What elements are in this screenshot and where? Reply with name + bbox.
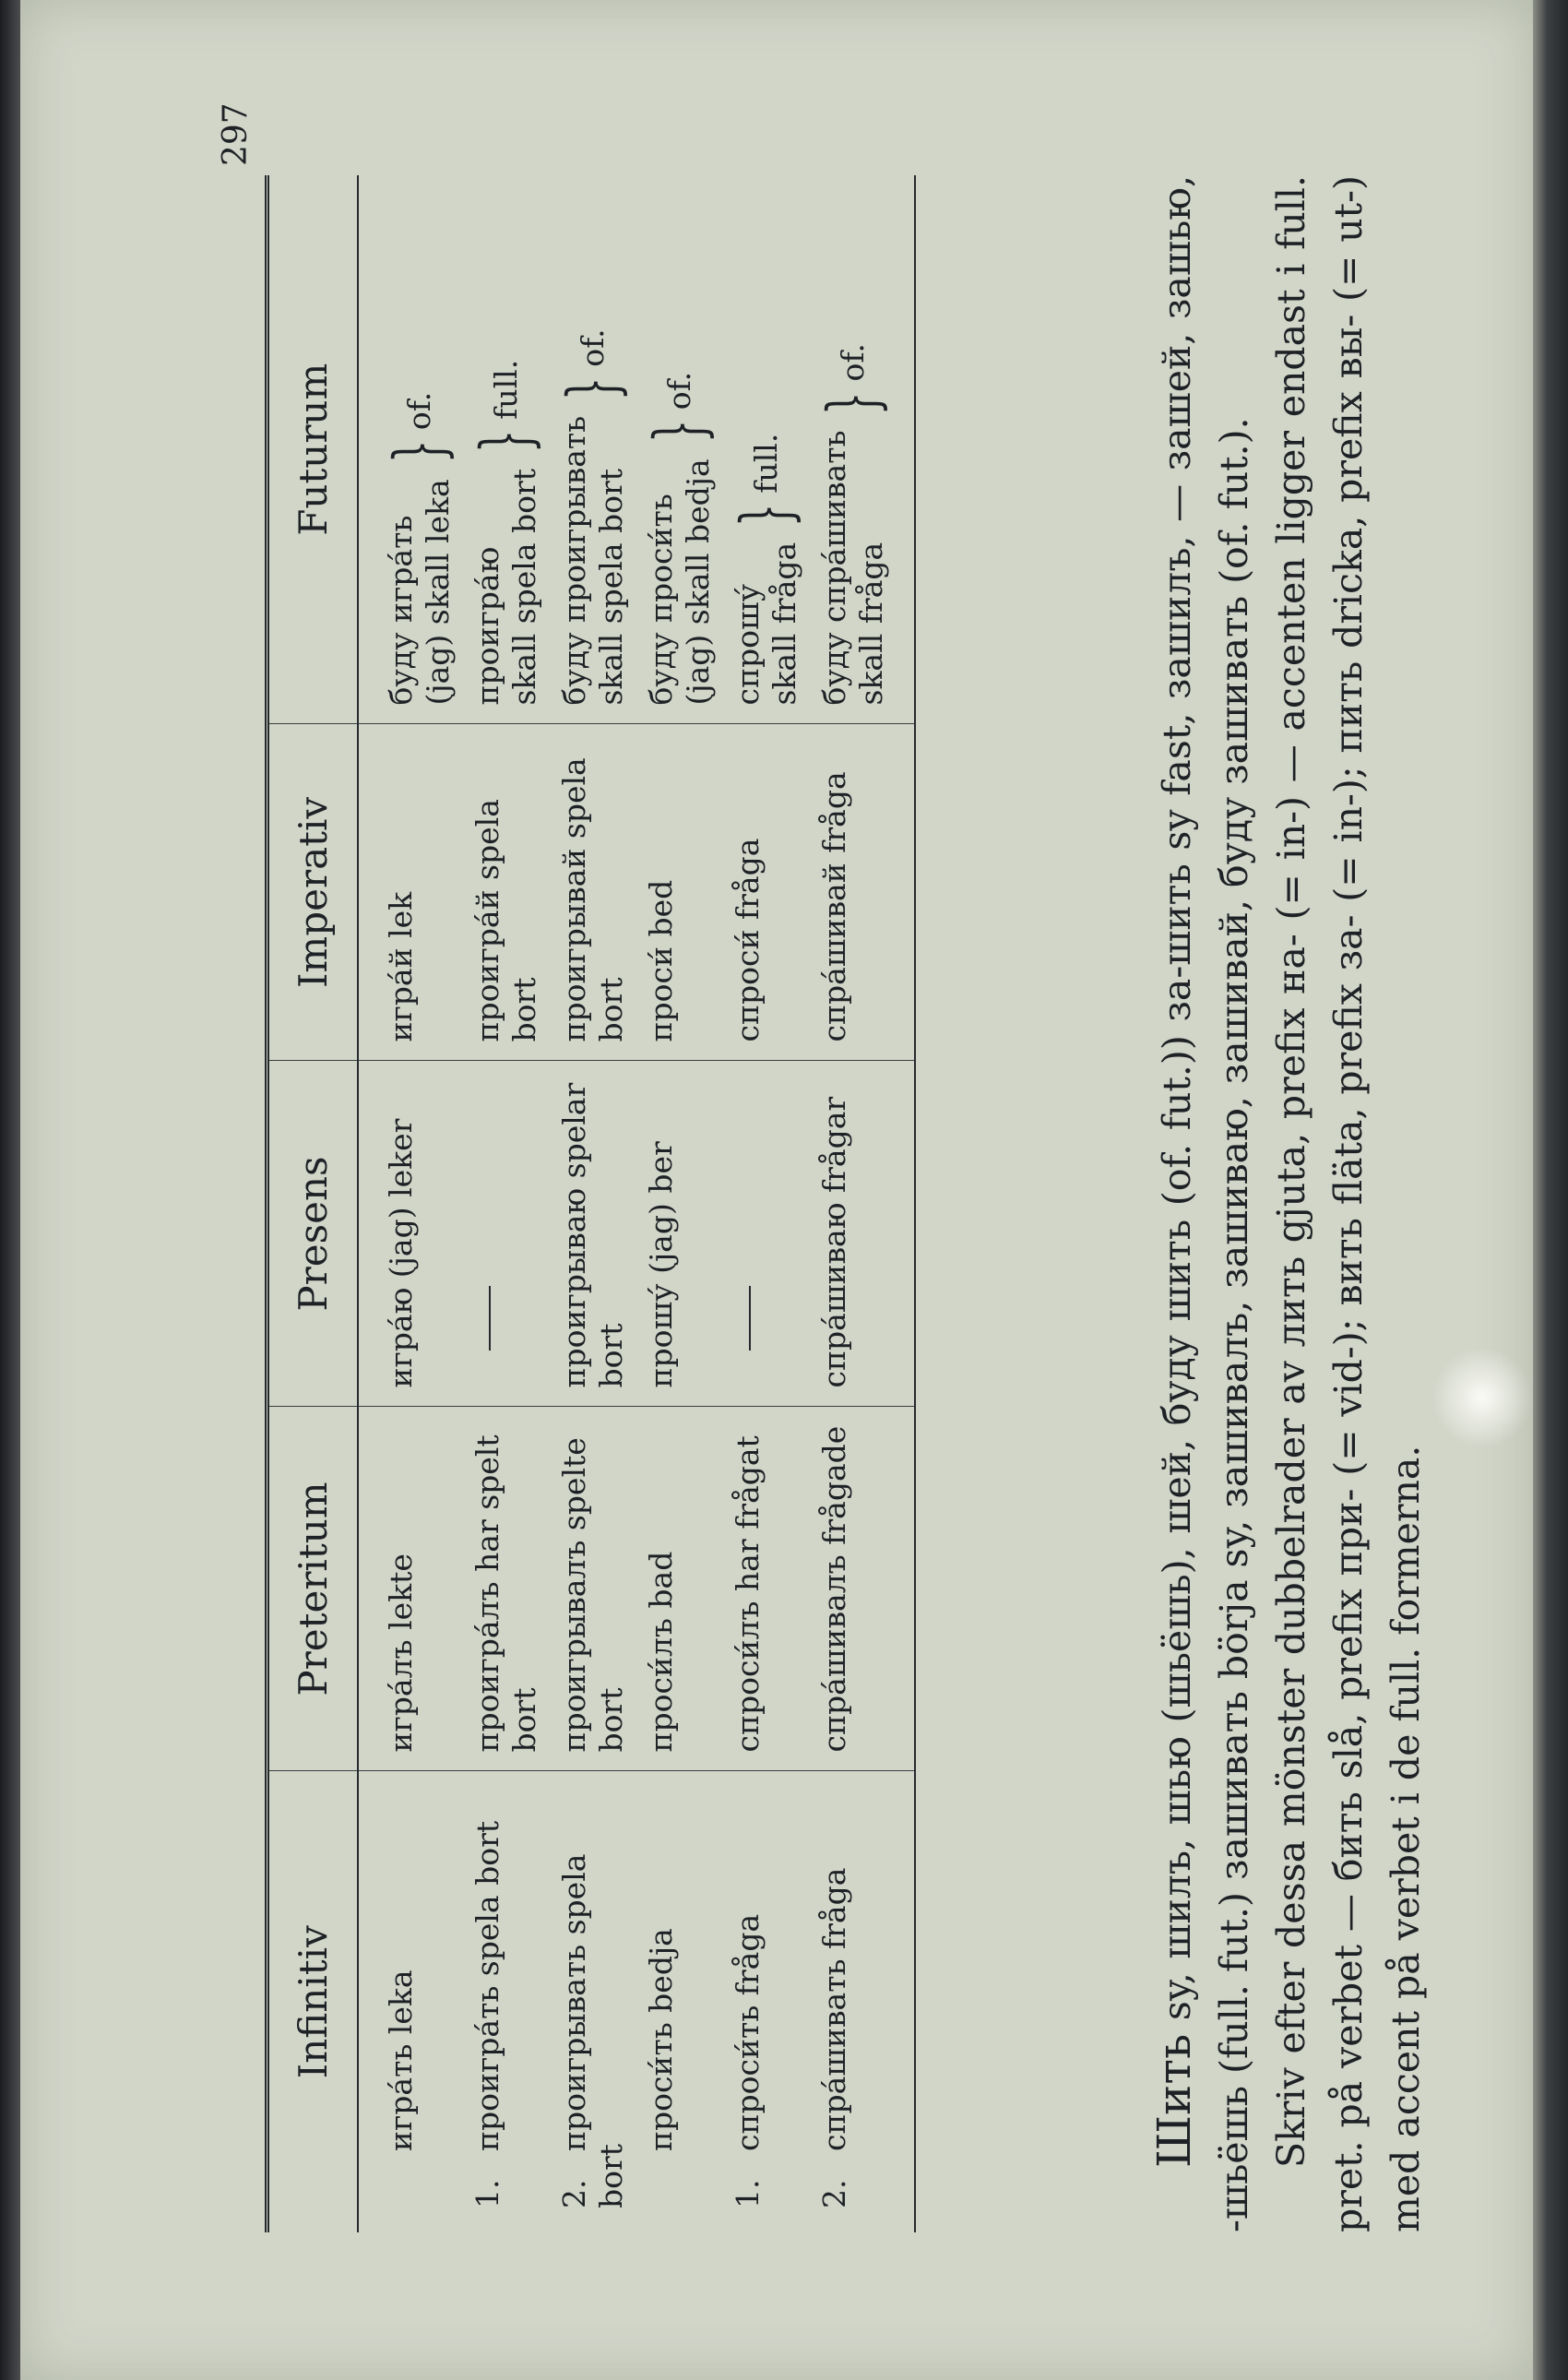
cell-presens [460,1061,547,1407]
cell-infinitiv: 2.проигрывать spela bort [556,1853,629,2208]
dash-mark [489,1287,491,1351]
cell-infinitiv: игра́ть leka [383,1969,419,2151]
page-number: 297 [217,102,255,166]
cell-futurum: буду спра́шивать skall fråga } of. [807,175,915,724]
book-binding-edge [0,0,20,2380]
cell-futurum: буду проигрывать skall spela bort } of. [547,175,634,724]
lead-word: Шить [1147,2033,1201,2168]
cell-imperativ: проси́ bed [634,724,720,1061]
cell-presens: игра́ю (jag) leker [358,1061,460,1407]
aspect-label: of. [575,328,611,367]
table-row [807,175,915,2232]
cell-preteritum: игра́лъ lekte [358,1407,460,1771]
book-page [20,0,1533,2380]
row-label: 2. [816,2179,852,2208]
header-presens: Presens [267,1061,359,1407]
table-row [547,175,634,2232]
cell-infinitiv: 1.спроси́ть fråga [730,1913,766,2208]
body-text [1146,175,1434,2232]
header-infinitiv: Infinitiv [267,1771,359,2232]
row-label: 1. [469,2179,505,2208]
cell-imperativ: проигра́й spela bort [460,724,547,1061]
cell-preteritum: спра́шивалъ frågade [807,1407,915,1771]
cell-presens: спра́шиваю frågar [807,1061,915,1407]
header-preteritum: Preteritum [267,1407,359,1771]
table-row [460,175,547,2232]
cell-imperativ: проигрывай spela bort [547,724,634,1061]
cell-futurum: проигра́ю skall spela bort } full. [460,175,547,724]
cell-presens: прошу́ (jag) ber [634,1061,720,1407]
cell-preteritum: проигра́лъ har spelt bort [460,1407,547,1771]
dash-mark [749,1287,751,1351]
page-stack-edge [1533,0,1568,2380]
header-futurum: Futurum [267,175,359,724]
table-header-row [267,175,359,2232]
cell-infinitiv: 1.проигра́ть spela bort [469,1820,505,2208]
aspect-label: full. [748,433,784,494]
cell-presens: проигрываю spelar bort [547,1061,634,1407]
cell-infinitiv: проси́ть bedja [643,1928,679,2151]
cell-preteritum: спроси́лъ har frågat [720,1407,807,1771]
cell-infinitiv: 2.спра́шивать fråga [807,1771,915,2232]
aspect-label: full. [488,359,524,420]
table-row [634,175,720,2232]
cell-imperativ: спроси́ fråga [720,724,807,1061]
paragraph-exercise: Skriv efter dessa mönster dubbelrader av лить gjuta, prefix на- (= in-) — accenten ligger endast i full. pret. på verbet — бить slå, prefix при- (= vid-); вить fläta, prefix за- (= in-); пить dricka, prefix вы- (= ut-) med accent på verbet i de full. formerna. [1269,175,1428,2232]
paragraph-shit: Шить sy, шилъ, шью (шьёшь), шей, буду шить (of. fut.)) за-шить sy fast, зашилъ, — зашей, зашью, -шьёшь (full. fut.) зашивать börja sy, зашивалъ, зашиваю, зашивай, буду зашивать (of. fut.). [1147,175,1256,2232]
cell-futurum: буду игра́ть (jag) skall leka } of. [358,175,460,724]
header-imperativ: Imperativ [267,724,359,1061]
rotated-page-content [108,102,1528,2232]
row-label: 2. [556,2179,592,2208]
cell-imperativ: спра́шивай fråga [807,724,915,1061]
aspect-label: of. [661,371,697,411]
table-row [358,175,460,2232]
cell-preteritum: проси́лъ bad [634,1407,720,1771]
cell-presens [720,1061,807,1407]
cell-imperativ: игра́й lek [358,724,460,1061]
aspect-label: of. [835,343,871,382]
row-label: 1. [730,2179,766,2208]
verb-conjugation-table [265,175,916,2232]
cell-preteritum: проигрывалъ spelte bort [547,1407,634,1771]
cell-futurum: спрошу́ skall fråga } full. [720,175,807,724]
cell-futurum: буду проси́ть (jag) skall bedja } of. [634,175,720,724]
aspect-label: of. [401,391,437,431]
table-row [720,175,807,2232]
